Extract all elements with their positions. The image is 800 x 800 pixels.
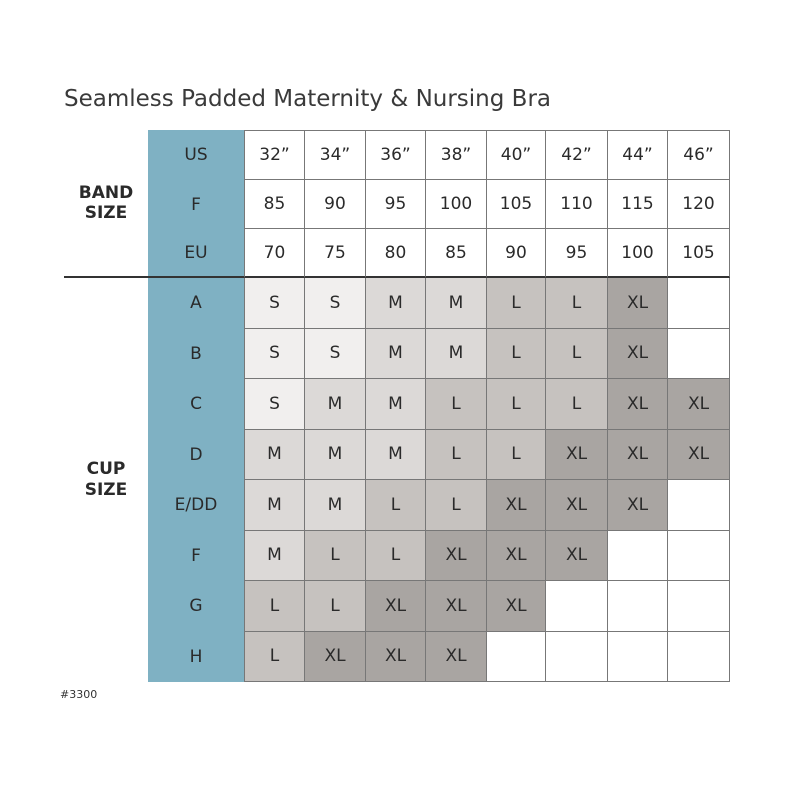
size-cell: S	[305, 278, 366, 329]
size-cell: XL	[305, 632, 366, 683]
cup-row-label: B	[148, 329, 244, 380]
cup-row-label: H	[148, 632, 244, 683]
size-cell	[546, 581, 608, 632]
size-cell: M	[244, 480, 305, 531]
size-cell: S	[305, 329, 366, 380]
band-value-cell: 34”	[305, 130, 366, 180]
band-row-label: US	[148, 130, 244, 180]
band-value-cell: 46”	[668, 130, 730, 180]
band-value-cell: 105	[487, 180, 546, 229]
size-cell: M	[366, 329, 426, 380]
size-cell: XL	[366, 581, 426, 632]
size-cell: XL	[668, 430, 730, 481]
size-cell	[608, 531, 668, 582]
band-value-cell: 85	[244, 180, 305, 229]
size-cell: L	[546, 329, 608, 380]
band-value-cell: 105	[668, 229, 730, 278]
size-cell: S	[244, 379, 305, 430]
band-value-cell: 100	[608, 229, 668, 278]
band-value-cell: 110	[546, 180, 608, 229]
band-value-cell: 70	[244, 229, 305, 278]
cup-row-label: F	[148, 531, 244, 582]
product-code: #3300	[60, 688, 98, 701]
size-cell: M	[366, 278, 426, 329]
band-value-cell: 120	[668, 180, 730, 229]
size-cell	[668, 632, 730, 683]
size-cell: L	[546, 379, 608, 430]
band-row-label: F	[148, 180, 244, 229]
size-cell: M	[305, 430, 366, 481]
cup-row-label: D	[148, 430, 244, 481]
size-cell: XL	[487, 531, 546, 582]
cup-row-label: G	[148, 581, 244, 632]
band-value-cell: 90	[487, 229, 546, 278]
size-cell: XL	[487, 581, 546, 632]
size-cell: XL	[366, 632, 426, 683]
size-cell: XL	[546, 480, 608, 531]
cup-row-label: E/DD	[148, 480, 244, 531]
size-cell: M	[244, 531, 305, 582]
band-value-cell: 75	[305, 229, 366, 278]
size-cell	[668, 480, 730, 531]
size-cell: M	[366, 430, 426, 481]
size-cell: XL	[426, 632, 487, 683]
size-cell: L	[487, 430, 546, 481]
size-cell: XL	[487, 480, 546, 531]
size-cell: XL	[426, 581, 487, 632]
size-chart-table	[64, 130, 730, 682]
size-cell	[668, 531, 730, 582]
size-cell: L	[426, 379, 487, 430]
size-cell: S	[244, 278, 305, 329]
size-cell: XL	[546, 430, 608, 481]
size-cell: L	[487, 278, 546, 329]
chart-title: Seamless Padded Maternity & Nursing Bra	[64, 86, 551, 112]
size-cell: XL	[608, 430, 668, 481]
size-cell: M	[305, 480, 366, 531]
band-value-cell: 32”	[244, 130, 305, 180]
size-cell	[668, 329, 730, 380]
size-cell: L	[487, 379, 546, 430]
size-cell: S	[244, 329, 305, 380]
size-cell: XL	[426, 531, 487, 582]
size-cell: XL	[668, 379, 730, 430]
size-cell: L	[366, 531, 426, 582]
size-cell: L	[305, 581, 366, 632]
size-cell: M	[426, 329, 487, 380]
size-cell: L	[426, 480, 487, 531]
band-value-cell: 40”	[487, 130, 546, 180]
band-value-cell: 95	[366, 180, 426, 229]
size-cell: M	[426, 278, 487, 329]
cup-row-label: A	[148, 278, 244, 329]
size-cell: M	[244, 430, 305, 481]
size-cell: L	[426, 430, 487, 481]
size-cell	[668, 581, 730, 632]
size-cell: L	[487, 329, 546, 380]
band-size-label: BAND SIZE	[64, 130, 148, 278]
size-cell: L	[305, 531, 366, 582]
band-value-cell: 38”	[426, 130, 487, 180]
size-cell: XL	[608, 480, 668, 531]
band-value-cell: 80	[366, 229, 426, 278]
size-cell	[608, 632, 668, 683]
band-value-cell: 44”	[608, 130, 668, 180]
size-cell	[487, 632, 546, 683]
band-row-label: EU	[148, 229, 244, 278]
size-cell: XL	[608, 329, 668, 380]
size-cell: L	[244, 581, 305, 632]
size-cell	[668, 278, 730, 329]
size-cell: M	[366, 379, 426, 430]
size-cell: L	[366, 480, 426, 531]
band-value-cell: 85	[426, 229, 487, 278]
band-value-cell: 115	[608, 180, 668, 229]
size-cell	[608, 581, 668, 632]
band-value-cell: 90	[305, 180, 366, 229]
band-value-cell: 42”	[546, 130, 608, 180]
size-cell	[546, 632, 608, 683]
band-value-cell: 36”	[366, 130, 426, 180]
cup-size-label: CUP SIZE	[64, 276, 148, 683]
size-cell: L	[546, 278, 608, 329]
cup-row-label: C	[148, 379, 244, 430]
size-cell: XL	[546, 531, 608, 582]
size-cell: XL	[608, 379, 668, 430]
band-value-cell: 100	[426, 180, 487, 229]
size-cell: M	[305, 379, 366, 430]
size-cell: L	[244, 632, 305, 683]
band-value-cell: 95	[546, 229, 608, 278]
size-cell: XL	[608, 278, 668, 329]
